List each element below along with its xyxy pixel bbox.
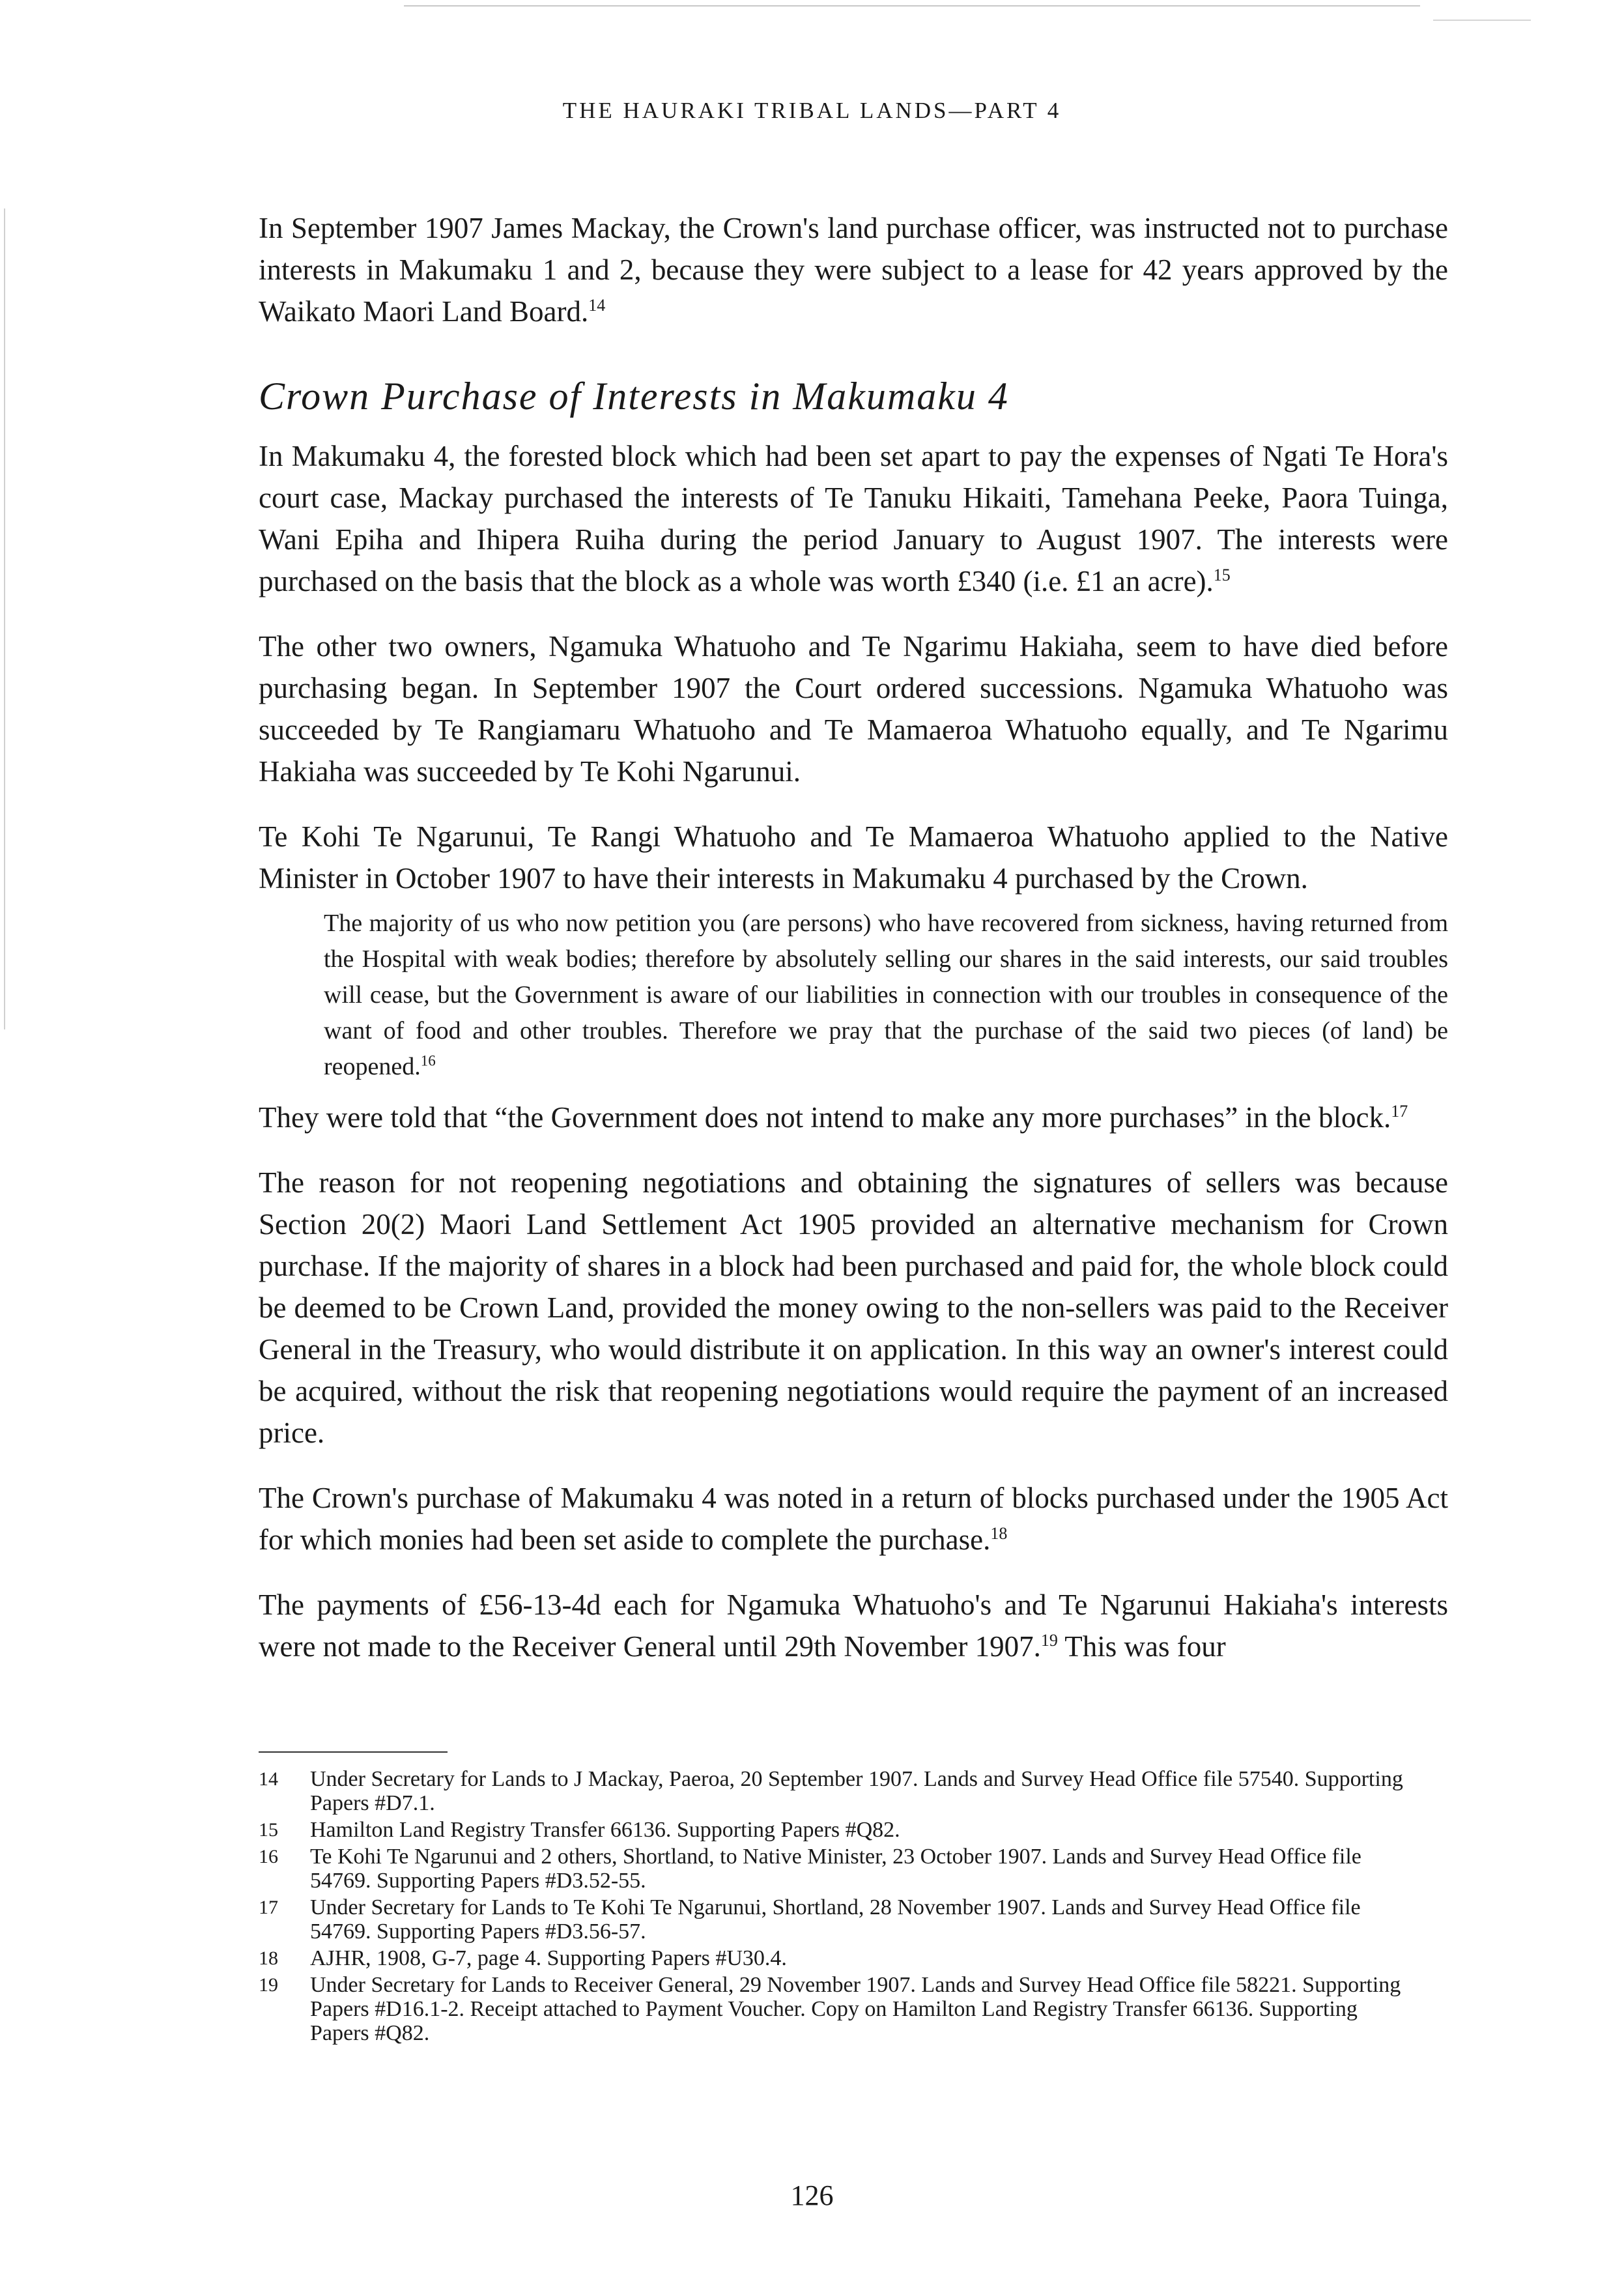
- footnote-ref-16[interactable]: 16: [420, 1052, 436, 1069]
- footnote-text: Under Secretary for Lands to J Mackay, Paeroa, 20 September 1907. Lands and Survey Head Office file 57540. Supporting Papers #D7.1.: [310, 1767, 1403, 1815]
- paragraph-5: [259, 1097, 1448, 1138]
- footnote-19: [259, 1973, 1405, 2045]
- paragraph-8-text: The payments of £56-13-4d each for Ngamuka Whatuoho's and Te Ngarunui Hakiaha's interests were not made to the Receiver General until 29th November 1907.: [259, 1588, 1448, 1663]
- footnote-number: 17: [259, 1897, 278, 1918]
- footnote-14: [259, 1767, 1405, 1815]
- paragraph-5-text: They were told that “the Government does not intend to make any more purchases” in the block.: [259, 1101, 1391, 1134]
- paragraph-4: Te Kohi Te Ngarunui, Te Rangi Whatuoho and Te Mamaeroa Whatuoho applied to the Native Minister in October 1907 to have their interests in Makumaku 4 purchased by the Crown.: [259, 820, 1448, 895]
- paragraph-6: The reason for not reopening negotiations and obtaining the signatures of sellers was because Section 20(2) Maori Land Settlement Act 1905 provided an alternative mechanism for Crown purchase. If the majority of shares in a block had been purchased and paid for, the whole block could be deemed to be Crown Land, provided the money owing to the non-sellers was paid to the Receiver General in the Treasury, who would distribute it on application. In this way an owner's interest could be acquired, without the risk that reopening negotiations would require the payment of an increased price.: [259, 1166, 1448, 1449]
- footnote-15: [259, 1818, 1405, 1842]
- footnote-text: Te Kohi Te Ngarunui and 2 others, Shortland, to Native Minister, 23 October 1907. Lands and Survey Head Office file 54769. Supporting Papers #D3.52-55.: [310, 1845, 1361, 1893]
- paragraph-8-continuation: This was four: [1057, 1630, 1226, 1663]
- footnote-18: [259, 1946, 1405, 1970]
- paragraph-7-text: The Crown's purchase of Makumaku 4 was noted in a return of blocks purchased under the 1905 Act for which monies had been set aside to complete the purchase.: [259, 1482, 1448, 1556]
- footnote-ref-17[interactable]: 17: [1391, 1102, 1408, 1121]
- footnote-number: 16: [259, 1846, 278, 1867]
- paragraph-3: The other two owners, Ngamuka Whatuoho and Te Ngarimu Hakiaha, seem to have died before purchasing began. In September 1907 the Court ordered successions. Ngamuka Whatuoho was succeeded by Te Rangiamaru Whatuoho and Te Mamaeroa Whatuoho equally, and Te Ngarimu Hakiaha was succeeded by Te Kohi Ngarunui.: [259, 630, 1448, 788]
- paragraph-1-text: In September 1907 James Mackay, the Crown's land purchase officer, was instructed not to purchase interests in Makumaku 1 and 2, because they were subject to a lease for 42 years approved by the Waikato Maori Land Board.: [259, 212, 1448, 328]
- footnote-ref-14[interactable]: 14: [588, 296, 606, 315]
- footnote-text: AJHR, 1908, G-7, page 4. Supporting Papers #U30.4.: [310, 1946, 787, 1970]
- footnote-number: 14: [259, 1768, 278, 1790]
- footnote-16: [259, 1845, 1405, 1893]
- body-text: [259, 207, 1448, 1667]
- footnote-ref-18[interactable]: 18: [990, 1524, 1008, 1543]
- petition-quote: [324, 906, 1448, 1085]
- paragraph-2-text: In Makumaku 4, the forested block which had been set apart to pay the expenses of Ngati Te Hora's court case, Mackay purchased the interests of Te Tanuku Hikaiti, Tamehana Peeke, Paora Tuinga, Wani Epiha and Ihipera Ruiha during the period January to August 1907. The interests were purchased on the basis that the block as a whole was worth £340 (i.e. £1 an acre).: [259, 440, 1448, 597]
- scan-top-mark: [1433, 20, 1531, 21]
- scan-left-edge: [4, 208, 5, 1029]
- page-number: 126: [790, 2179, 834, 2211]
- running-head: THE HAURAKI TRIBAL LANDS—PART 4: [562, 98, 1062, 123]
- scan-top-rule: [404, 5, 1420, 7]
- footnote-ref-15[interactable]: 15: [1213, 566, 1231, 584]
- paragraph-8: [259, 1584, 1448, 1667]
- section-heading: Crown Purchase of Interests in Makumaku 4: [259, 375, 1009, 418]
- footnotes: [259, 1767, 1405, 2048]
- footnote-text: Under Secretary for Lands to Receiver General, 29 November 1907. Lands and Survey Head Office file 58221. Supporting Papers #D16.1-2. Receipt attached to Payment Voucher. Copy on Hamilton Land Registry Transfer 66136. Supporting Papers #Q82.: [310, 1973, 1401, 2045]
- petition-quote-text: The majority of us who now petition you (are persons) who have recovered from sickness, having returned from the Hospital with weak bodies; therefore by absolutely selling our shares in the said interests, our said troubles will cease, but the Government is aware of our liabilities in connection with our troubles in consequence of the want of food and other troubles. Therefore we pray that the purchase of the said two pieces (of land) be reopened.: [324, 910, 1448, 1080]
- footnote-number: 19: [259, 1974, 278, 1996]
- paragraph-7: [259, 1477, 1448, 1560]
- footnote-separator: [259, 1751, 448, 1753]
- footnote-text: Under Secretary for Lands to Te Kohi Te Ngarunui, Shortland, 28 November 1907. Lands and Survey Head Office file 54769. Supporting Papers #D3.56-57.: [310, 1895, 1361, 1944]
- paragraph-1: [259, 207, 1448, 332]
- footnote-number: 15: [259, 1819, 278, 1841]
- paragraph-2: [259, 435, 1448, 602]
- footnote-ref-19[interactable]: 19: [1040, 1631, 1058, 1650]
- footnote-17: [259, 1895, 1405, 1944]
- footnote-number: 18: [259, 1947, 278, 1969]
- footnote-text: Hamilton Land Registry Transfer 66136. Supporting Papers #Q82.: [310, 1818, 900, 1842]
